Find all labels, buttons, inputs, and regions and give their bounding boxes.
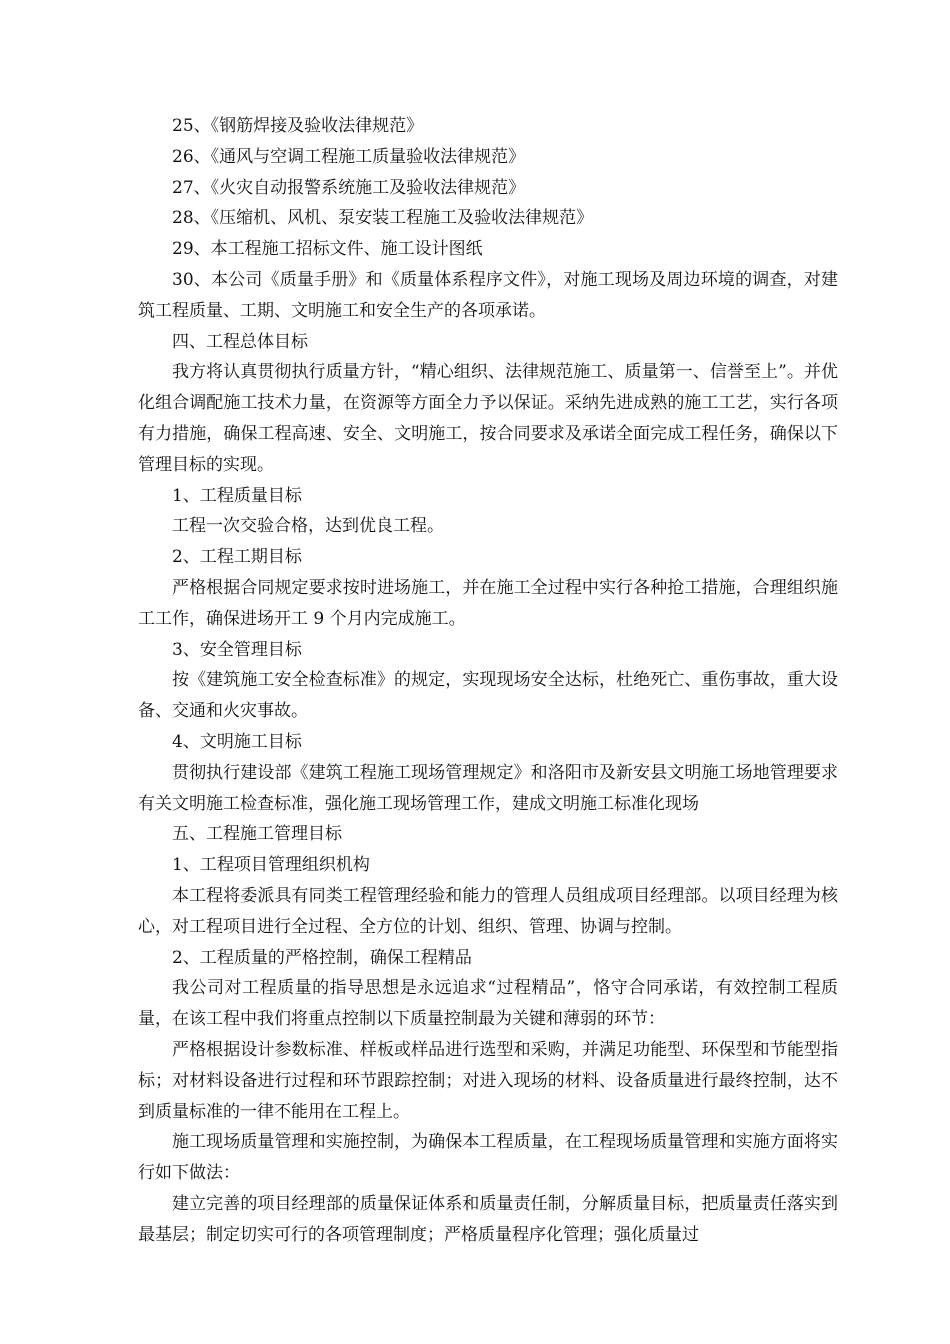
section-heading-management-goals: 五、工程施工管理目标 (172, 824, 342, 845)
paragraph-civilized-construction-goal: 贯彻执行建设部《建筑工程施工现场管理规定》和洛阳市及新安县文明施工场地管理要求有关文明施工检查标准，强化施工现场管理工作，建成文明施工标准化现场 (138, 762, 838, 814)
list-item-27: 27、《火灾自动报警系统施工及验收法律规范》 (172, 177, 526, 198)
subheading-quality-control: 2、工程质量的严格控制，确保工程精品 (172, 947, 472, 968)
paragraph-quality-philosophy: 我公司对工程质量的指导思想是永远追求“过程精品”，恪守合同承诺，有效控制工程质量，在该工程中我们将重点控制以下质量控制最为关键和薄弱的环节： (138, 978, 838, 1030)
subheading-safety-goal: 3、安全管理目标 (172, 639, 302, 660)
paragraph-safety-goal: 按《建筑施工安全检查标准》的规定，实现现场安全达标，杜绝死亡、重伤事故，重大设备、交通和火灾事故。 (138, 670, 838, 722)
subheading-organization: 1、工程项目管理组织机构 (172, 855, 370, 876)
paragraph-schedule-goal: 严格根据合同规定要求按时进场施工，并在施工全过程中实行各种抢工措施，合理组织施工工作，确保进场开工 9 个月内完成施工。 (138, 577, 838, 629)
paragraph-quality-policy: 我方将认真贯彻执行质量方针，“精心组织、法律规范施工、质量第一、信誉至上”。并优化组合调配施工技术力量，在资源等方面全力予以保证。采纳先进成熟的施工工艺，实行各项有力措施，确保工程高速、安全、文明施工，按合同要求及承诺全面完成工程任务，确保以下管理目标的实现。 (138, 362, 838, 475)
subheading-quality-goal: 1、工程质量目标 (172, 485, 302, 506)
document-body (138, 111, 838, 1250)
subheading-schedule-goal: 2、工程工期目标 (172, 547, 302, 568)
list-item-29: 29、本工程施工招标文件、施工设计图纸 (172, 239, 483, 260)
paragraph-quality-system: 建立完善的项目经理部的质量保证体系和质量责任制，分解质量目标，把质量责任落实到最基层；制定切实可行的各项管理制度；严格质量程序化管理；强化质量过 (138, 1193, 838, 1245)
list-item-26: 26、《通风与空调工程施工质量验收法律规范》 (172, 146, 526, 167)
list-item-30: 30、本公司《质量手册》和《质量体系程序文件》，对施工现场及周边环境的调查，对建筑工程质量、工期、文明施工和安全生产的各项承诺。 (138, 269, 838, 321)
paragraph-organization: 本工程将委派具有同类工程管理经验和能力的管理人员组成项目经理部。以项目经理为核心，对工程项目进行全过程、全方位的计划、组织、管理、协调与控制。 (138, 885, 838, 937)
paragraph-material-control: 严格根据设计参数标准、样板或样品进行选型和采购，并满足功能型、环保型和节能型指标；对材料设备进行过程和环节跟踪控制；对进入现场的材料、设备质量进行最终控制，达不到质量标准的一律不能用在工程上。 (138, 1039, 838, 1122)
section-heading-overall-goals: 四、工程总体目标 (172, 331, 308, 352)
subheading-civilized-construction-goal: 4、文明施工目标 (172, 731, 302, 752)
list-item-25: 25、《钢筋焊接及验收法律规范》 (172, 116, 424, 136)
list-item-28: 28、《压缩机、风机、泵安装工程施工及验收法律规范》 (172, 208, 594, 229)
paragraph-site-management: 施工现场质量管理和实施控制，为确保本工程质量，在工程现场质量管理和实施方面将实行如下做法： (138, 1132, 838, 1184)
paragraph-quality-goal: 工程一次交验合格，达到优良工程。 (172, 516, 444, 537)
